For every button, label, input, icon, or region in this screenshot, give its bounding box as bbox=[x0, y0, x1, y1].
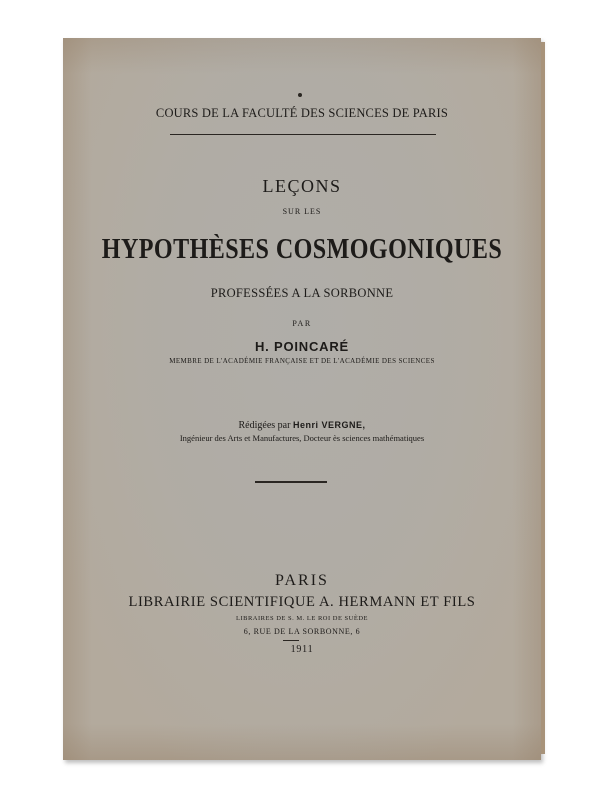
book-cover bbox=[63, 38, 541, 760]
editor-line bbox=[63, 420, 541, 431]
author-affiliation: MEMBRE DE L'ACADÉMIE FRANÇAISE ET DE L'ACADÉMIE DES SCIENCES bbox=[169, 357, 435, 365]
author-name: H. POINCARÉ bbox=[254, 339, 350, 354]
editor-prefix: Rédigées par bbox=[238, 420, 291, 431]
publisher-address: 6, RUE DE LA SORBONNE, 6 bbox=[243, 627, 361, 636]
publication-year: 1911 bbox=[290, 644, 314, 655]
city: PARIS bbox=[275, 572, 329, 589]
ornament-dot bbox=[298, 93, 302, 97]
series-title: COURS DE LA FACULTÉ DES SCIENCES DE PARIS bbox=[155, 106, 449, 120]
publisher: LIBRAIRIE SCIENTIFIQUE A. HERMANN ET FILS bbox=[128, 594, 476, 610]
by-label: PAR bbox=[292, 319, 312, 328]
editor-name: Henri VERGNE, bbox=[292, 420, 366, 430]
subtitle: PROFESSÉES A LA SORBONNE bbox=[210, 286, 394, 300]
top-rule bbox=[170, 134, 436, 135]
publisher-note: LIBRAIRES DE S. M. LE ROI DE SUÈDE bbox=[235, 615, 368, 622]
editor-affiliation: Ingénieur des Arts et Manufactures, Docteur ès sciences mathématiques bbox=[179, 433, 425, 443]
middle-rule bbox=[255, 481, 327, 483]
title-lecons: LEÇONS bbox=[262, 176, 342, 196]
title-connector: SUR LES bbox=[282, 207, 322, 216]
bottom-rule bbox=[283, 640, 299, 641]
main-title: HYPOTHÈSES COSMOGONIQUES bbox=[101, 234, 503, 265]
cover-edge bbox=[541, 42, 545, 754]
